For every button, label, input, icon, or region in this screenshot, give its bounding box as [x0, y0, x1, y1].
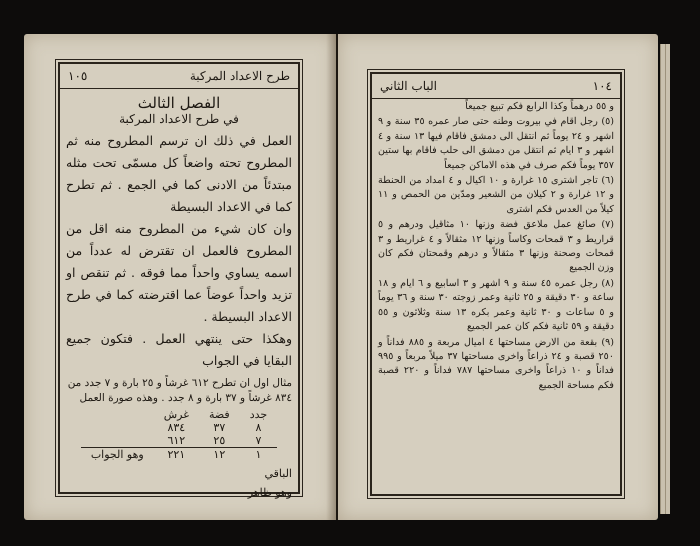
example-text: مثال اول ان تطرح ٦١٢ غرشاً و ٢٥ بارة و ٧ جدد من ٨٣٤ غرشاً و ٣٧ بارة و ٨ جدد . وهذه صورة العمل	[67, 377, 292, 404]
table-cell: ٢٥	[213, 434, 226, 447]
right-header-title: الباب الثاني	[380, 79, 437, 93]
table-header: جدد	[249, 408, 268, 421]
table-cell: ٨	[255, 421, 262, 434]
chapter-subtitle: في طرح الاعداد المركبة	[119, 112, 239, 126]
left-page-body	[66, 90, 292, 499]
problem-text: (٦) تاجر اشترى ١٥ غرارة و ١٠ اكيال و ٤ امداد من الحنطة و ١٢ غرارة و ٢ كيلان من الشعير ومدّين من الحمص و ١١ كيلاً من العدس فكم اشترى	[378, 175, 614, 215]
paragraph: وهكذا حتى ينتهي العمل . فتكون جميع البقايا في الجواب	[66, 331, 292, 368]
table-cell: ٣٧	[213, 421, 226, 434]
remainder-label: الباقي	[264, 467, 292, 480]
subtraction-table	[81, 408, 277, 461]
problem-text: و ٥٥ درهماً وكذا الرابع فكم تبيع جميعاً	[465, 101, 614, 112]
table-header: فضة	[208, 408, 230, 421]
table-cell: ٦١٢	[167, 434, 186, 447]
left-page-header	[60, 64, 298, 89]
table-cell: ٢٢١	[154, 448, 199, 462]
left-page-number: ١٠٥	[68, 69, 88, 83]
problem-text: (٩) بقعة من الارض مساحتها ٤ اميال مربعة و ٨٨٥ فداناً و ٢٥٠ قصبة و ٢٤ ذراعاً واخرى مساحتها ٣٧ ميلاً مربعاً و ٩٩٥ فداناً و ١٠ ذراعاً واخرى مساحتها ٧٨٧ فداناً و ٢٢٠ قصبة فكم مساحة الجميع	[378, 336, 614, 391]
right-page-number: ١٠٤	[592, 79, 612, 93]
left-header-title: طرح الاعداد المركبة	[189, 69, 290, 83]
problem-text: (٧) صائغ عمل ملاعق فضة وزنها ١٠ مثاقيل ودرهم و ٥ قراريط و ٣ قمحات وكاساً وزنها ١٢ مثقالاً و ٤ غراريط و ٣ قمحات وصحنة وزنها ٣ مثقالاً و درهم وقمحتان فكم كان وزن الجميع	[378, 219, 614, 274]
chapter-title: الفصل الثالث	[137, 94, 221, 112]
left-page	[24, 34, 336, 520]
table-cell: ٨٣٤	[167, 421, 186, 434]
table-header-row	[81, 408, 277, 421]
paragraph: العمل في ذلك ان ترسم المطروح منه ثم المطروح تحته واضعاً كل مسمّى تحت مثله مبتدئاً من الادنى كما في الجمع . ثم تطرح كما في الاعداد البسيطة	[66, 133, 292, 214]
table-header: غرش	[163, 408, 189, 421]
right-page-header	[372, 74, 620, 99]
paragraph: وان كان شيء من المطروح منه اقل من المطروح فالعمل ان تقترض له عدداً من اسمه يساوي واحداً مما فوقه . ثم تنقص او تزيد واحداً عوضاً عما اقترضته كما في طرح الاعداد البسيطة .	[66, 221, 292, 324]
problem-text: (٥) رجل اقام في بيروت وطنه حتى صار عمره ٣٥ سنة و ٩ اشهر و ٢٤ يوماً ثم انتقل الى دمشق فاقام فيها ١٣ سنة و ٤ اشهر و ٣ ايام ثم انتقل من دمشق الى حلب فاقام بها ستين ٣٥٧ يوماً فكم صرف في هذه الاماكن جميعاً	[378, 116, 615, 171]
table-result-row	[81, 448, 277, 462]
right-page-body	[378, 100, 614, 490]
table-row	[81, 421, 277, 434]
table-row	[81, 434, 277, 448]
remainder-note: وهو ظاهر	[247, 486, 292, 499]
problem-text: (٨) رجل عمره ٤٥ سنة و ٩ اشهر و ٣ اسابيع و ٦ ايام و ١٨ ساعة و ٣٠ دقيقة و ٢٥ ثانية وعمر زوجته ٣٠ سنة و ٣٦ يوماً و ٥ ساعات و ٣٠ ثانية وعمر بكره ١٣ سنة وثلاثون و ٥٥ دقيقة و ٥٩ ثانية فكم كان عمر الجميع	[378, 277, 615, 333]
table-cell: ٧	[255, 434, 262, 447]
table-cell: ١٢	[199, 448, 240, 462]
page-edge	[665, 44, 670, 514]
left-page-frame	[58, 62, 300, 499]
table-cell: ١	[240, 448, 277, 462]
right-page	[338, 34, 658, 520]
right-page-frame	[370, 72, 622, 496]
result-label: وهو الجواب	[81, 448, 154, 462]
